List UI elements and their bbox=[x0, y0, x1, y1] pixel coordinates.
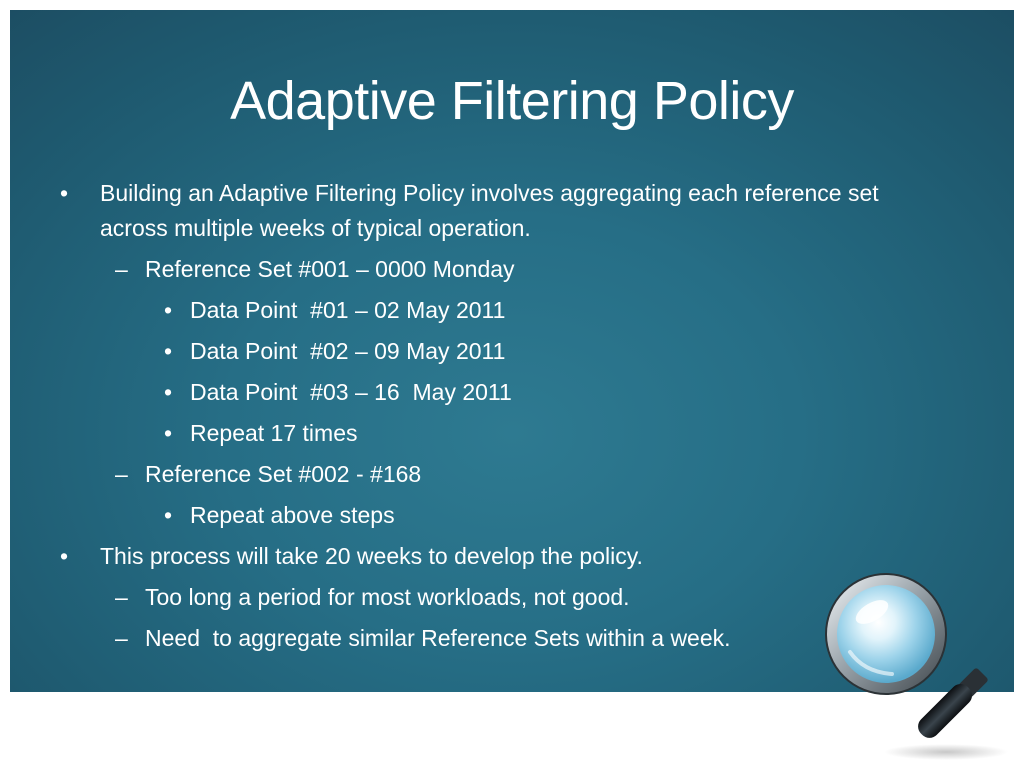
bullet-item bbox=[0, 293, 1024, 328]
bullet-item bbox=[0, 176, 940, 246]
bullet-text: Data Point #02 – 09 May 2011 bbox=[190, 338, 506, 364]
bullet-marker: • bbox=[60, 543, 69, 569]
bullet-text: Building an Adaptive Filtering Policy involves aggregating each reference set across multiple weeks of typical operation. bbox=[100, 180, 886, 241]
bullet-marker: – bbox=[115, 461, 128, 487]
magnifying-glass-icon bbox=[820, 568, 1010, 764]
bullet-item bbox=[0, 375, 1024, 410]
bullet-text: Reference Set #002 - #168 bbox=[145, 461, 422, 487]
bullet-text: Need to aggregate similar Reference Sets within a week. bbox=[145, 625, 731, 651]
bullet-marker: – bbox=[115, 256, 128, 282]
bullet-item bbox=[0, 416, 1024, 451]
magnifier-lens bbox=[837, 585, 935, 683]
bullet-marker: • bbox=[164, 420, 173, 446]
bullet-text: Repeat 17 times bbox=[190, 420, 358, 446]
bullet-marker: • bbox=[164, 502, 173, 528]
bullet-text: Too long a period for most workloads, not good. bbox=[145, 584, 630, 610]
bullet-text: Repeat above steps bbox=[190, 502, 395, 528]
bullet-marker: • bbox=[164, 297, 173, 323]
slide-title: Adaptive Filtering Policy bbox=[230, 71, 794, 131]
bullet-item bbox=[0, 539, 940, 574]
bullet-text: This process will take 20 weeks to develop the policy. bbox=[100, 543, 643, 569]
bullet-text: Data Point #01 – 02 May 2011 bbox=[190, 297, 506, 323]
bullet-item bbox=[0, 252, 1024, 287]
bullet-text: Reference Set #001 – 0000 Monday bbox=[145, 256, 515, 282]
bullet-item bbox=[0, 498, 1024, 533]
bullet-item bbox=[0, 334, 1024, 369]
bullet-marker: • bbox=[60, 180, 69, 206]
magnifier-shadow bbox=[884, 744, 1008, 760]
bullet-item bbox=[0, 457, 1024, 492]
bullet-text: Data Point #03 – 16 May 2011 bbox=[190, 379, 512, 405]
bullet-marker: • bbox=[164, 338, 173, 364]
bullet-marker: – bbox=[115, 584, 128, 610]
bullet-marker: • bbox=[164, 379, 173, 405]
bullet-marker: – bbox=[115, 625, 128, 651]
